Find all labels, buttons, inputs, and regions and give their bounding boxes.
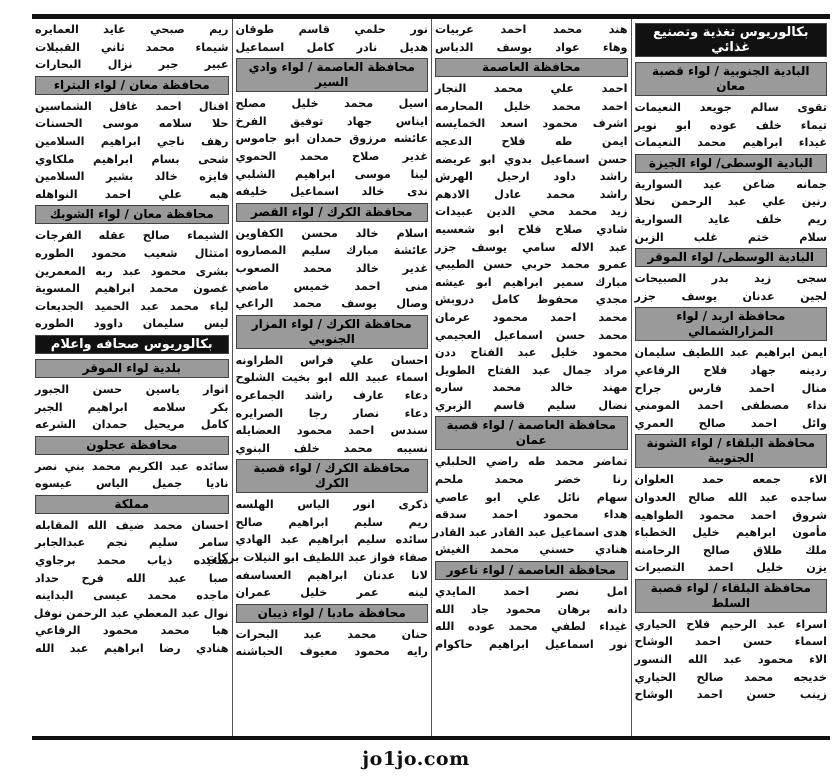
name-entry: وائل احمد صالح العمري: [634, 416, 827, 430]
name-entry: مجدي محفوظ كامل دروبش: [435, 293, 628, 307]
region-heading: البادية الوسطى/ لواء الجيزة: [635, 154, 828, 173]
name-entry: حنان محمد عبد البحرات: [235, 627, 428, 641]
name-entry: حلا سلامه موسى الحسنات: [35, 117, 229, 131]
name-entry: حسن اسماعيل بدوي ابو عريضه: [435, 152, 628, 166]
name-entry: امل نصر احمد المايدي: [435, 585, 628, 599]
name-entry: ايناس جهاد توفيق الفرخ: [235, 114, 428, 128]
name-entry: عمرو محمد حربي حسن الطيبي: [435, 258, 628, 272]
degree-heading: بكالوريوس صحافه واعلام: [35, 335, 229, 354]
column-4: [32, 19, 232, 736]
name-entry: احسان علي فراس الطراونه: [235, 353, 428, 367]
name-entry: محمود خليل عبد الفتاح ددن: [435, 346, 628, 360]
name-entry: شحى بسام ابراهيم ملكاوي: [35, 152, 229, 166]
name-entry: ملك طلاق صالح الرحامنه: [634, 543, 827, 557]
name-entry: رهف ناجي ابراهيم السلامين: [35, 134, 229, 148]
name-entry: سامر سليم نجم عبدالجابر: [35, 536, 229, 550]
region-heading: محافظة معان / لواء الشوبك: [35, 205, 229, 224]
name-entry: ذكرى انور الياس الهلسه: [235, 498, 428, 512]
name-entry: مبارك سمير ابراهيم ابو عيشه: [435, 275, 628, 289]
name-entry: وصال يوسف محمد الراعي: [235, 297, 428, 311]
name-entry: هنادي رضا ابراهيم عبد الله: [35, 642, 229, 656]
region-heading: محافظة العاصمة / لواء قصبة عمان: [435, 416, 628, 450]
name-entry: محمد حسن اسماعيل العجيمي: [435, 328, 628, 342]
region-heading: محافظة معان / لواء البتراء: [35, 76, 229, 95]
name-entry: اسماء حسن احمد الوشاح: [634, 635, 827, 649]
region-heading: محافظة العاصمة / لواء وادي السير: [236, 58, 429, 92]
name-entry: غيداء لطفي محمد عوده الله: [435, 620, 628, 634]
name-entry: تيماء خلف عوده ابو نوير: [634, 118, 827, 132]
name-entry: بشرى محمود عبد ربه المعمرين: [35, 264, 229, 278]
region-heading: محافظة الكرك / لواء القصر: [236, 203, 429, 222]
name-entry: رنين علي عبد الرحمن نحلا: [634, 195, 827, 209]
region-heading: محافظة عجلون: [35, 436, 229, 455]
name-entry: احمد علي محمد النجار: [435, 82, 628, 96]
name-entry: عائشه مرزوق حمدان ابو جاموس: [235, 132, 428, 146]
name-entry: سهام نائل علي ابو عاصي: [435, 490, 628, 504]
name-entry: نوال عبد المعطي عبد الرحمن نوفل: [33, 606, 229, 620]
name-entry: بكر سلامه ابراهيم الجبر: [35, 400, 229, 414]
name-entry: دانه برهان محمود جاد الله: [435, 602, 628, 616]
name-entry: جمانه ضاعن عيد السوارية: [634, 177, 827, 191]
name-entry: ناديا جميل الياس عيسوه: [35, 477, 229, 491]
name-entry: هداء محمود احمد سدقه: [435, 508, 628, 522]
name-entry: هند محمد احمد عربيات: [435, 23, 628, 36]
region-heading: محافظة مادبا / لواء ذيبان: [236, 604, 429, 623]
name-entry: سائده عبد الكريم محمد بني نصر: [35, 459, 229, 473]
name-entry: نور اسماعيل ابراهيم حاكوام: [435, 637, 628, 651]
region-heading: محافظة الكرك / لواء قصبة الكرك: [236, 459, 429, 493]
name-entry: خديجه محمد صالح الحياري: [634, 670, 827, 684]
name-entry: لانا عدنان ابراهيم العساسفه: [235, 568, 428, 582]
degree-heading: بكالوريوس تغذية وتصنيع غذائي: [635, 23, 828, 57]
name-entry: سجى زيد بدر الصبيحات: [634, 272, 827, 286]
name-entry: اشرف محمود اسعد الخمايسه: [435, 117, 628, 131]
name-entry: اسيل محمد خليل مصلح: [235, 97, 428, 111]
name-entry: ايمن طه فلاح الدعجه: [435, 134, 628, 148]
name-entry: احسان محمد ضيف الله المقابله: [35, 518, 229, 532]
site-watermark: jo1jo.com: [362, 748, 470, 770]
name-entry: مراد جمال عبد الفتاح الطويل: [435, 363, 628, 377]
name-entry: راشد محمد عادل الادهم: [435, 187, 628, 201]
name-entry: تقوى سالم جويعد النعيمات: [634, 101, 827, 114]
name-entry: كامل مريحيل حمدان الشرعه: [35, 418, 229, 432]
region-heading: محافظة الكرك / لواء المزار الجنوبي: [236, 315, 429, 349]
name-entry: احمد محمد خليل المحارمه: [435, 99, 628, 113]
name-entry: عبير جبر نزال البحارات: [35, 58, 229, 72]
name-entry: سلام ختم غلب الزبن: [634, 230, 827, 244]
name-entry: يزن خليل احمد التصيرات: [634, 561, 827, 575]
name-entry: لجين عدنان يوسف جزر: [634, 289, 827, 303]
name-entry: اسراء عبد الرحيم فلاح الحياري: [634, 617, 827, 631]
column-3: [206, 19, 432, 736]
name-entry: لياء محمد عبد الحميد الجديعات: [35, 299, 229, 313]
name-entry: زينب حسن احمد الوشاح: [634, 688, 827, 702]
name-entry: رنا خضر محمد ملحم: [435, 473, 628, 487]
name-entry: غصون محمد ابراهيم المسوية: [35, 282, 229, 296]
name-entry: غيداء ابراهيم محمد النعيمات: [634, 136, 827, 150]
name-entry: ريم سليم ابراهيم صالح: [235, 515, 428, 529]
name-entry: زيد محمد محي الدين عبيدات: [435, 205, 628, 219]
name-entry: نضال سليم قاسم الزبري: [435, 398, 628, 412]
name-entry: منال احمد فارس جراح: [634, 381, 827, 395]
name-entry: ريم صبحي عايد العمايره: [35, 23, 229, 36]
name-entry: انوار ياسين حسن الجبور: [35, 382, 229, 396]
region-heading: محافظة العاصمة / لواء ناعور: [435, 561, 628, 580]
name-entry: ريم خلف عايد السوارية: [634, 212, 827, 226]
name-entry: امتثال شعيب محمود الطوره: [35, 246, 229, 260]
name-entry: شادي صلاح فلاح ابو شعسيه: [435, 222, 628, 236]
name-entry: فايزه خالد بشير السلامين: [35, 170, 229, 184]
name-entry: رايه محمود معيوف الحباشنه: [235, 645, 428, 659]
region-heading: محافظة اربد / لواء المزارالشمالي: [635, 307, 828, 341]
name-entry: شيماء محمد ثاني القبيلات: [35, 40, 229, 54]
name-entry: دعاء عارف راشد الجماعره: [235, 388, 428, 402]
name-entry: هديل نادر كامل اسماعيل: [235, 40, 428, 54]
region-heading: محافظة البلقاء / لواء الشونة الجنوبية: [635, 434, 828, 468]
name-entry: افنال احمد غافل الشماسين: [35, 99, 229, 113]
name-entry: نسيبه محمد خلف البنوي: [235, 441, 428, 455]
name-entry: ايمن ابراهيم عبد اللطيف سليمان: [634, 346, 827, 360]
name-entry: ساجده عبد الله صالح العدوان: [634, 490, 827, 504]
name-entry: هدى اسماعيل عبد القادر عبد القادر: [432, 525, 628, 539]
name-entry: شروق احمد محمود الطواهيه: [634, 508, 827, 522]
column-2: [431, 19, 631, 736]
name-entry: دعاء نصار رجا الصرايره: [235, 406, 428, 420]
name-entry: هنادي حسني محمد الغيش: [435, 543, 628, 557]
name-entry: ماجده محمد عيسى البداينه: [35, 589, 229, 603]
name-entry: سائده سليم ابراهيم عبد الهادي: [235, 533, 428, 547]
name-entry: اسماء عبيد الله ابو بخيت الشلوح: [235, 371, 428, 385]
name-list-frame: [32, 14, 830, 740]
name-entry: ليس سليمان داوود الطوره: [35, 317, 229, 331]
name-entry: ردينه جهاد فلاح الرفاعي: [634, 363, 827, 377]
region-heading: مملكة: [35, 495, 229, 514]
name-entry: تماضر محمد طه راضي الحلبلي: [435, 455, 628, 469]
name-entry: عائشة مبارك سليم المصاروه: [235, 244, 428, 258]
region-heading: البادية الجنوبية / لواء قصبة معان: [635, 62, 828, 96]
name-entry: الاء محمود عبد الله النسور: [634, 653, 827, 667]
region-heading: بلدية لواء الموقر: [35, 359, 229, 378]
name-entry: منى احمد خميس ماضي: [235, 279, 428, 293]
name-entry: اسلام خالد محسن الكفاوين: [235, 226, 428, 240]
name-entry: غدير صلاح محمد الحموي: [235, 149, 428, 163]
name-entry: الشيماء صالح عقله الفرجات: [35, 229, 229, 243]
name-entry: غدير خالد محمد الصعوب: [235, 261, 428, 275]
name-entry: صفاء فواز عبد اللطيف ابو النيلات بركات: [206, 551, 428, 565]
region-heading: محافظة العاصمة: [435, 58, 628, 77]
name-entry: هبا محمد محمود الرفاعي: [35, 624, 229, 638]
column-1: [631, 19, 831, 736]
name-entry: ندى خالد اسماعيل خليفه: [235, 185, 428, 199]
name-entry: عبد الاله سامي يوسف جزر: [435, 240, 628, 254]
name-entry: لينه عمر خليل عمران: [235, 586, 428, 600]
name-entry: صبا عبد الله فرح حداد: [35, 571, 229, 585]
name-entry: وهاء عواد يوسف الدباس: [435, 40, 628, 54]
name-entry: راشد داود ارحيل الهرش: [435, 170, 628, 184]
name-entry: الاء جمعه حمد العلوان: [634, 473, 827, 487]
name-entry: هبه علي احمد النواهله: [35, 187, 229, 201]
region-heading: البادية الوسطى/ لواء الموقر: [635, 248, 828, 267]
region-heading: محافظة البلقاء / لواء قصبة السلط: [635, 579, 828, 613]
name-entry: نداء مصطفى احمد المومني: [634, 399, 827, 413]
name-entry: محمد احمد محمود عرمان: [435, 310, 628, 324]
name-entry: مأمون ابراهيم خليل الخطباء: [634, 526, 827, 540]
name-entry: سعيده ذياب محمد برجاوي: [35, 554, 229, 568]
name-entry: سندس احمد محمود العضايله: [235, 424, 428, 438]
name-entry: نور حلمي قاسم طوقان: [235, 23, 428, 36]
name-entry: لينا موسى ابراهيم الشلبي: [235, 167, 428, 181]
name-entry: مهند خالد محمد ساره: [435, 381, 628, 395]
